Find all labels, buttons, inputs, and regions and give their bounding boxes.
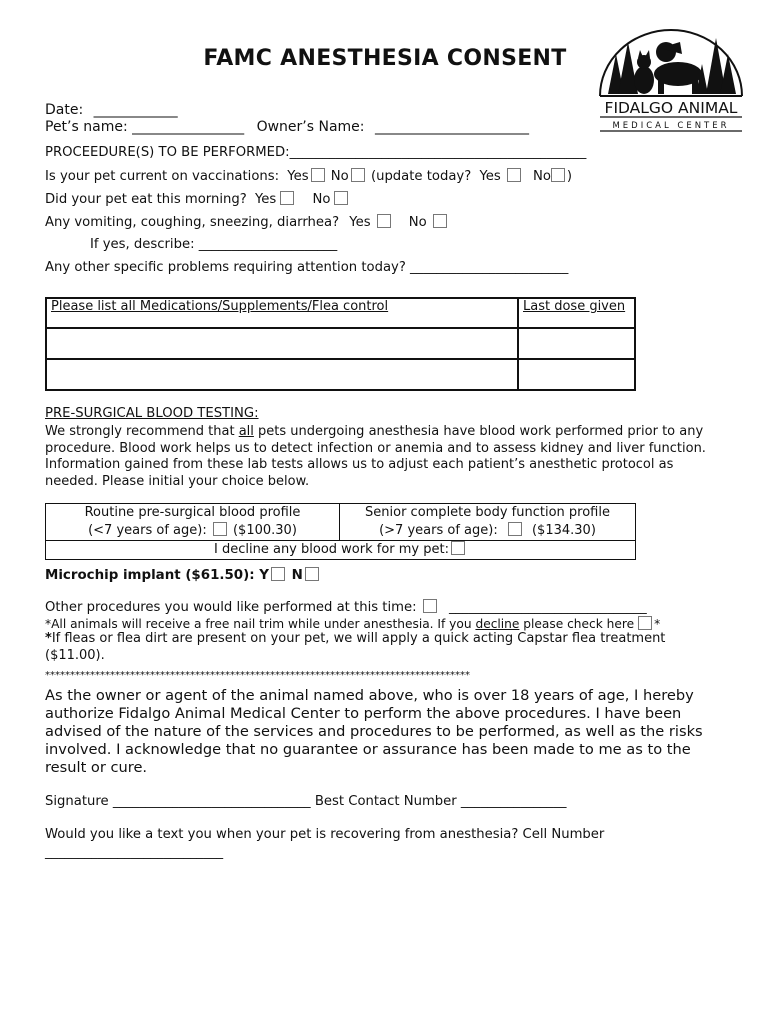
consent-paragraph: As the owner or agent of the animal named above, who is over 18 years of age, I hereby authorize Fidalgo Animal Medical Center to perform the above procedures. I have been advised of the nature of the services and procedures to be performed, as well as the risks involved. I acknowledge that no guarantee or assurance has been made to me as to the result or cure. [45, 687, 703, 776]
vacc-yes-checkbox[interactable] [311, 168, 325, 182]
yes-label: Yes [254, 192, 277, 207]
no-label: No [330, 169, 349, 184]
signature-field[interactable]: ______________________________ [112, 794, 311, 809]
cell-number-field[interactable]: ___________________________ [45, 845, 224, 860]
pet-name-field[interactable]: ________________ [132, 119, 245, 135]
medications-table [45, 297, 636, 391]
vomit-label: Any vomiting, coughing, sneezing, diarrhea? [45, 215, 340, 230]
vaccination-label: Is your pet current on vaccinations: [45, 169, 280, 184]
other-procedures-field[interactable]: ______________________________ [448, 600, 647, 615]
routine-profile-cell: Routine pre-surgical blood profile (<7 years of age): ($100.30) [46, 504, 340, 541]
owner-name-label: Owner’s Name: [256, 119, 365, 135]
vomit-no-checkbox[interactable] [433, 214, 447, 228]
update-yes-checkbox[interactable] [507, 168, 521, 182]
ate-yes-checkbox[interactable] [280, 191, 294, 205]
fidalgo-logo [596, 24, 746, 136]
senior-checkbox[interactable] [508, 522, 522, 536]
signature-label: Signature [45, 794, 109, 809]
decline-cell: I decline any blood work for my pet: [46, 541, 636, 560]
update-no-checkbox[interactable] [551, 168, 565, 182]
pet-name-label: Pet’s name: [45, 119, 128, 135]
blood-options-table [45, 503, 636, 560]
page-title: FAMC ANESTHESIA CONSENT [203, 46, 567, 71]
microchip-label: Microchip implant ($61.50): [45, 568, 255, 583]
other-procedures-row: Other procedures you would like performed at this time: ______________________________ [45, 600, 647, 615]
describe-row [90, 237, 337, 252]
date-field[interactable]: ____________ [93, 102, 178, 118]
nail-trim-note: *All animals will receive a free nail trim while under anesthesia. If you decline please check here * [45, 617, 661, 631]
ate-no-checkbox[interactable] [334, 191, 348, 205]
vacc-no-checkbox[interactable] [351, 168, 365, 182]
microchip-no-checkbox[interactable] [305, 567, 319, 581]
procedures-field[interactable]: _____________________________________________ [289, 145, 587, 160]
other-problems-row [45, 260, 568, 275]
signature-row [45, 794, 566, 809]
yes-label: Yes [479, 169, 501, 184]
other-problems-field[interactable]: ________________________ [410, 260, 569, 275]
procedures-label: PROCEEDURE(S) TO BE PERFORMED: [45, 145, 290, 160]
ate-label: Did your pet eat this morning? [45, 192, 247, 207]
contact-number-field[interactable]: ________________ [460, 794, 567, 809]
yes-label: Yes [287, 169, 309, 184]
describe-field[interactable]: _____________________ [198, 237, 338, 252]
last-dose-header: Last dose given [518, 298, 635, 328]
logo-line1: FIDALGO ANIMAL [604, 99, 738, 117]
describe-label: If yes, describe: [90, 237, 195, 252]
senior-profile-cell: Senior complete body function profile (>7 years of age): ($134.30) [340, 504, 636, 541]
yes-label: Yes [349, 215, 371, 230]
vaccination-question [45, 168, 572, 184]
blood-heading: PRE-SURGICAL BLOOD TESTING: [45, 406, 259, 421]
blood-paragraph: We strongly recommend that all pets undergoing anesthesia have blood work performed prior to any procedure. Blood work helps us to detect infection or anemia and to assess kidney and liver function. Information gained from these lab tests allows us to adjust each patient’s anesthetic protocol as needed. Please initial your choice below. [45, 424, 706, 489]
ate-question [45, 191, 350, 207]
other-problems-label: Any other specific problems requiring attention today? [45, 260, 406, 275]
contact-label: Best Contact Number [314, 794, 457, 809]
vomit-yes-checkbox[interactable] [377, 214, 391, 228]
microchip-yes-checkbox[interactable] [271, 567, 285, 581]
text-question: Would you like a text you when your pet is recovering from anesthesia? Cell Number [45, 827, 605, 842]
last-dose-cell[interactable] [518, 328, 635, 359]
vomit-question [45, 214, 449, 230]
microchip-row: Microchip implant ($61.50): Y N [45, 567, 321, 583]
divider-stars: ************************************************************************************* [45, 670, 470, 681]
close-paren: ) [566, 169, 573, 184]
no-label: No [532, 169, 551, 184]
owner-name-field[interactable]: ______________________ [374, 119, 529, 135]
last-dose-cell[interactable] [518, 359, 635, 390]
update-label: (update today? [370, 169, 472, 184]
date-label: Date: [45, 102, 84, 118]
names-row [45, 119, 529, 135]
routine-checkbox[interactable] [213, 522, 227, 536]
decline-nail-trim-checkbox[interactable] [638, 616, 652, 630]
date-row [45, 102, 178, 118]
medications-header: Please list all Medications/Supplements/Flea control [46, 298, 518, 328]
no-label: No [312, 192, 331, 207]
no-label: No [408, 215, 427, 230]
flea-note: *If fleas or flea dirt are present on your pet, we will apply a quick acting Capstar flea treatment ($11.00). [45, 631, 666, 663]
medication-cell[interactable] [46, 359, 518, 390]
decline-blood-checkbox[interactable] [451, 541, 465, 555]
other-procedures-checkbox[interactable] [423, 599, 437, 613]
procedures-row [45, 145, 586, 160]
medication-cell[interactable] [46, 328, 518, 359]
logo-line2: MEDICAL CENTER [612, 121, 730, 131]
